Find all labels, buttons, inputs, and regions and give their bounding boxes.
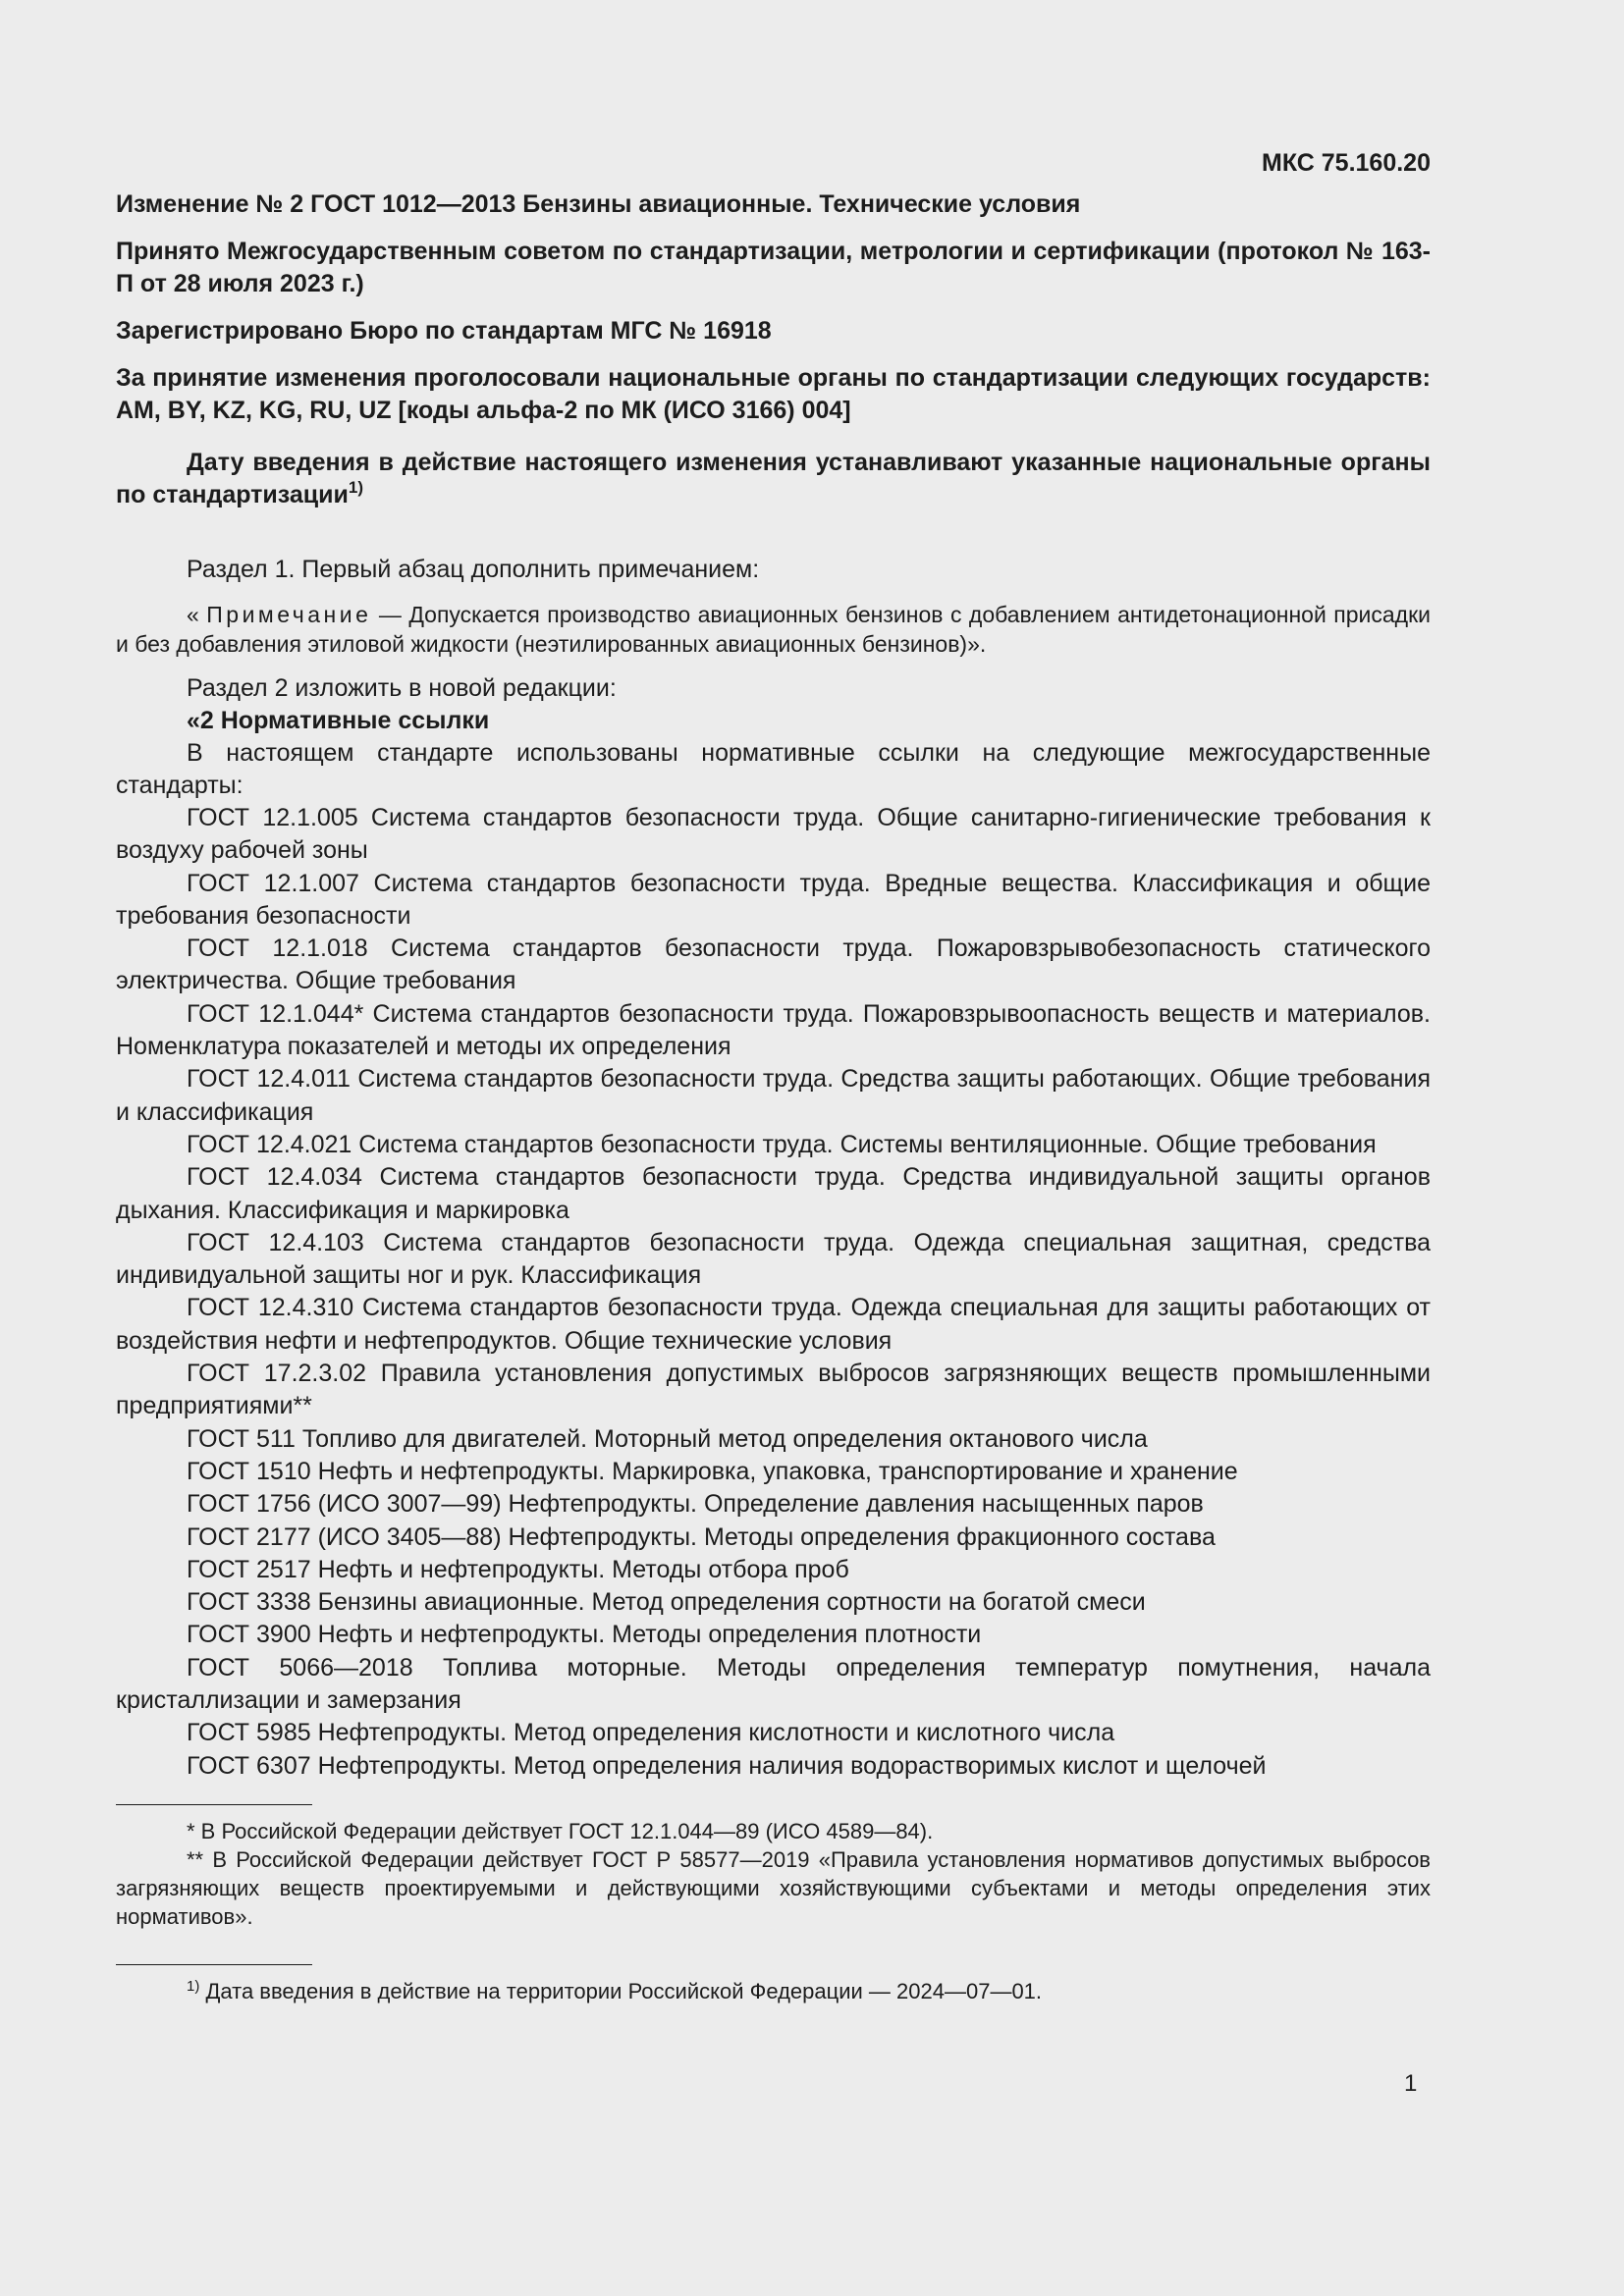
reference-title: Система стандартов безопасности труда. Общие санитарно-гигиенические требования к воздуху рабочей зоны	[116, 804, 1431, 865]
reference-item	[116, 1652, 1431, 1718]
reference-code: ГОСТ 12.4.310	[187, 1294, 354, 1322]
document-page	[116, 145, 1431, 2005]
note-open-quote: «	[187, 602, 207, 627]
reference-code: ГОСТ 511	[187, 1424, 296, 1453]
footnote-date-marker: 1)	[187, 1977, 200, 1995]
footnote-marker: 1)	[348, 478, 364, 497]
reference-title: Система стандартов безопасности труда. Одежда специальная для защиты работающих от воздействия нефти и нефтепродуктов. Общие технические условия	[116, 1294, 1432, 1355]
reference-code: ГОСТ 12.1.005	[187, 804, 358, 831]
reference-code: ГОСТ 1756 (ИСО 3007—99)	[187, 1490, 502, 1519]
reference-item	[116, 1423, 1431, 1456]
section-2-intro: В настоящем стандарте использованы нормативные ссылки на следующие межгосударственные стандарты:	[116, 739, 1431, 799]
reference-item	[116, 1227, 1431, 1293]
footnote-date-text: Дата введения в действие на территории Российской Федерации — 2024—07—01.	[205, 1978, 1043, 2003]
adopted-statement: Принято Межгосударственным советом по стандартизации, метрологии и сертификации (протокол № 163-П от 28 июля 2023 г.)	[116, 238, 1431, 297]
reference-item	[116, 1586, 1431, 1619]
reference-title: Нефтепродукты. Методы определения фракционного состава	[508, 1522, 1216, 1551]
reference-title: Нефтепродукты. Определение давления насыщенных паров	[508, 1490, 1204, 1519]
footnote-star-1: * В Российской Федерации действует ГОСТ 12.1.044—89 (ИСО 4589—84).	[187, 1818, 934, 1843]
reference-code: ГОСТ 1510	[187, 1457, 311, 1485]
registration-statement: Зарегистрировано Бюро по стандартам МГС № 16918	[116, 317, 772, 345]
effective-date-statement	[116, 447, 1431, 511]
note-paragraph	[116, 600, 1431, 659]
reference-item	[116, 802, 1431, 868]
reference-code: ГОСТ 12.4.021	[187, 1130, 352, 1158]
page-number: 1	[1404, 2070, 1418, 2097]
reference-item	[116, 998, 1431, 1064]
reference-title: Правила установления допустимых выбросов загрязняющих веществ промышленными предприятиями**	[116, 1360, 1431, 1420]
note-text: — Допускается производство авиационных бензинов с добавлением антидетонационной присадки и без добавления этиловой жидкости (неэтилированных авиационных бензинов)».	[116, 602, 1432, 657]
reference-title: Система стандартов безопасности труда. Одежда специальная защитная, средства индивидуальной защиты ног и рук. Классификация	[116, 1228, 1431, 1290]
reference-code: ГОСТ 12.1.018	[187, 934, 368, 963]
reference-code: ГОСТ 12.4.011	[187, 1065, 351, 1094]
reference-item	[116, 1129, 1431, 1161]
reference-title: Система стандартов безопасности труда. Системы вентиляционные. Общие требования	[358, 1130, 1377, 1158]
effective-date-text: Дату введения в действие настоящего изменения устанавливают указанные национальные органы по стандартизации	[116, 449, 1431, 508]
reference-item	[116, 933, 1431, 998]
reference-title: Нефть и нефтепродукты. Методы определения плотности	[317, 1621, 982, 1649]
reference-code: ГОСТ 12.4.103	[187, 1228, 364, 1256]
reference-item	[116, 1554, 1431, 1586]
reference-item	[116, 1292, 1431, 1358]
reference-code: ГОСТ 3900	[187, 1621, 311, 1649]
reference-title: Система стандартов безопасности труда. Пожаровзрывобезопасность статического электричества. Общие требования	[116, 934, 1431, 995]
reference-item	[116, 1717, 1431, 1749]
reference-title: Система стандартов безопасности труда. Средства индивидуальной защиты органов дыхания. Классификация и маркировка	[116, 1163, 1431, 1224]
footnote-divider-2	[116, 1964, 312, 1965]
reference-code: ГОСТ 5985	[187, 1719, 311, 1747]
reference-title: Система стандартов безопасности труда. Средства защиты работающих. Общие требования и классификация	[116, 1065, 1431, 1126]
section-2-amendment	[116, 672, 1431, 1783]
footnote-star-2: ** В Российской Федерации действует ГОСТ Р 58577—2019 «Правила установления нормативов допустимых выбросов загрязняющих веществ проектируемыми и действующими хозяйствующими субъектами и методы определения этих нормативов».	[116, 1846, 1431, 1929]
reference-code: ГОСТ 17.2.3.02	[187, 1360, 367, 1388]
reference-title: Топливо для двигателей. Моторный метод определения октанового числа	[301, 1424, 1148, 1453]
footnote-date	[116, 1977, 1431, 2005]
reference-item	[116, 1358, 1431, 1423]
reference-item	[116, 1619, 1431, 1651]
section-1-amendment	[116, 554, 1431, 659]
reference-code: ГОСТ 3338	[187, 1588, 311, 1617]
reference-code: ГОСТ 2177 (ИСО 3405—88)	[187, 1522, 502, 1551]
reference-code: ГОСТ 12.1.044*	[187, 999, 364, 1028]
reference-title: Нефть и нефтепродукты. Методы отбора проб	[317, 1555, 849, 1583]
reference-code: ГОСТ 5066—2018	[187, 1653, 413, 1682]
note-label: Примечание	[206, 602, 372, 627]
section-2-instruction: Раздел 2 изложить в новой редакции:	[187, 674, 617, 702]
reference-title: Нефтепродукты. Метод определения наличия водорастворимых кислот и щелочей	[317, 1751, 1267, 1780]
reference-code: ГОСТ 6307	[187, 1751, 311, 1780]
reference-code: ГОСТ 2517	[187, 1555, 311, 1583]
voting-statement: За принятие изменения проголосовали национальные органы по стандартизации следующих государств: AM, BY, KZ, KG, RU, UZ [коды альфа-2 по МК (ИСО 3166) 004]	[116, 364, 1431, 424]
reference-title: Топлива моторные. Методы определения температур помутнения, начала кристаллизации и замерзания	[116, 1653, 1431, 1715]
mks-code: МКС 75.160.20	[1262, 149, 1431, 177]
reference-code: ГОСТ 12.4.034	[187, 1163, 362, 1192]
reference-title: Нефтепродукты. Метод определения кислотности и кислотного числа	[317, 1719, 1115, 1747]
reference-item	[116, 1522, 1431, 1554]
reference-title: Бензины авиационные. Метод определения сортности на богатой смеси	[317, 1588, 1146, 1617]
reference-item	[116, 868, 1431, 934]
reference-title: Нефть и нефтепродукты. Маркировка, упаковка, транспортирование и хранение	[317, 1457, 1238, 1485]
amendment-title: Изменение № 2 ГОСТ 1012—2013 Бензины авиационные. Технические условия	[116, 190, 1081, 218]
normative-references-list	[116, 802, 1431, 1783]
reference-item	[116, 1161, 1431, 1227]
reference-item	[116, 1488, 1431, 1521]
reference-title: Система стандартов безопасности труда. Вредные вещества. Классификация и общие требования безопасности	[116, 869, 1431, 930]
reference-item	[116, 1063, 1431, 1129]
section-1-instruction: Раздел 1. Первый абзац дополнить примечанием:	[187, 556, 760, 583]
footnote-divider	[116, 1804, 312, 1805]
reference-code: ГОСТ 12.1.007	[187, 869, 359, 897]
section-2-heading: «2 Нормативные ссылки	[187, 707, 490, 734]
reference-item	[116, 1750, 1431, 1783]
reference-item	[116, 1456, 1431, 1488]
reference-title: Система стандартов безопасности труда. Пожаровзрывоопасность веществ и материалов. Номенклатура показателей и методы их определения	[116, 999, 1431, 1061]
